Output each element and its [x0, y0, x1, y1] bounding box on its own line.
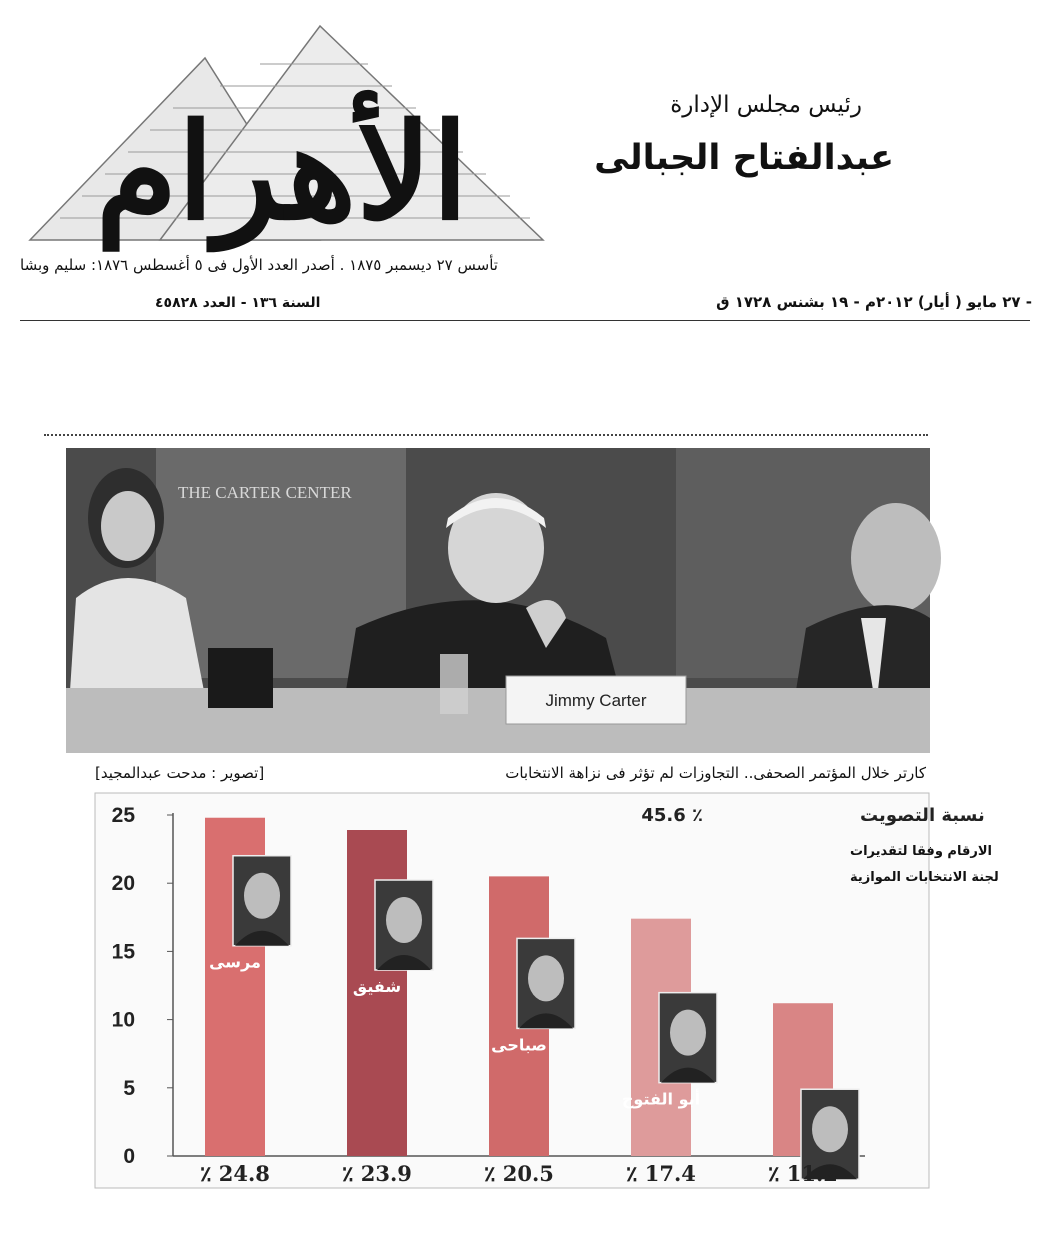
founding-line: تأسس ٢٧ ديسمبر ١٨٧٥ . أصدر العدد الأول فى ٥ أغسطس ١٨٧٦: سليم وبشا [20, 256, 498, 274]
table [66, 688, 930, 753]
issue-number: السنة ١٣٦ - العدد ٤٥٨٢٨ [155, 295, 321, 311]
election-results-chart [95, 793, 999, 1206]
bar-value-label: ٪ 11.2 [768, 1161, 838, 1186]
y-tick-label: 5 [123, 1076, 135, 1100]
y-tick-label: 15 [111, 940, 135, 964]
issue-date: - ٢٧ مايو ( أيار) ٢٠١٢م - ١٩ بشنس ١٧٢٨ ق [716, 293, 1032, 311]
bar-value-label: ٪ 24.8 [200, 1161, 270, 1186]
water-glass [440, 654, 468, 714]
y-tick-label: 0 [123, 1145, 135, 1168]
backdrop-text: THE CARTER CENTER [178, 483, 352, 502]
al-ahram-logo [20, 18, 545, 250]
turnout-value: 45.6 ٪ [641, 805, 703, 826]
bar-value-label: ٪ 17.4 [626, 1161, 696, 1186]
turnout-label: نسبة التصويت [860, 805, 985, 826]
candidate-portrait [233, 856, 291, 946]
bar-name-label: أبو الفتوح [621, 1089, 701, 1109]
nameplate-text: Jimmy Carter [545, 691, 647, 710]
candidate-portrait [375, 880, 433, 970]
bar-name-label: مرسى [209, 952, 261, 972]
bar-name-label: شفيق [352, 977, 402, 997]
note-line1: الارقام وفقا لتقديرات [850, 844, 992, 859]
candidate-portrait [659, 993, 717, 1083]
tissue-box [208, 648, 273, 708]
chairman-title: رئيس مجلس الإدارة [670, 92, 862, 118]
dotted-divider [44, 434, 928, 436]
bar-value-label: ٪ 23.9 [342, 1161, 412, 1186]
candidate-portrait [517, 938, 575, 1028]
press-conference-photo [66, 448, 930, 753]
photo-caption: كارتر خلال المؤتمر الصحفى.. التجاوزات لم تؤثر فى نزاهة الانتخابات [505, 764, 926, 782]
bar-value-label: ٪ 20.5 [484, 1161, 554, 1186]
note-line2: لجنة الانتخابات الموازية [850, 870, 999, 885]
y-tick-label: 10 [111, 1008, 135, 1032]
bar-name-label: صباحى [491, 1035, 547, 1055]
photo-credit: [تصوير : مدحت عبدالمجيد] [95, 764, 265, 782]
masthead-rule [20, 320, 1030, 321]
y-tick-label: 25 [111, 804, 135, 827]
y-tick-label: 20 [111, 872, 135, 896]
bar-name-label: موسى [777, 1186, 829, 1206]
logo-wordmark: الأهرام [95, 95, 469, 250]
chairman-name: عبدالفتاح الجبالى [594, 138, 894, 178]
